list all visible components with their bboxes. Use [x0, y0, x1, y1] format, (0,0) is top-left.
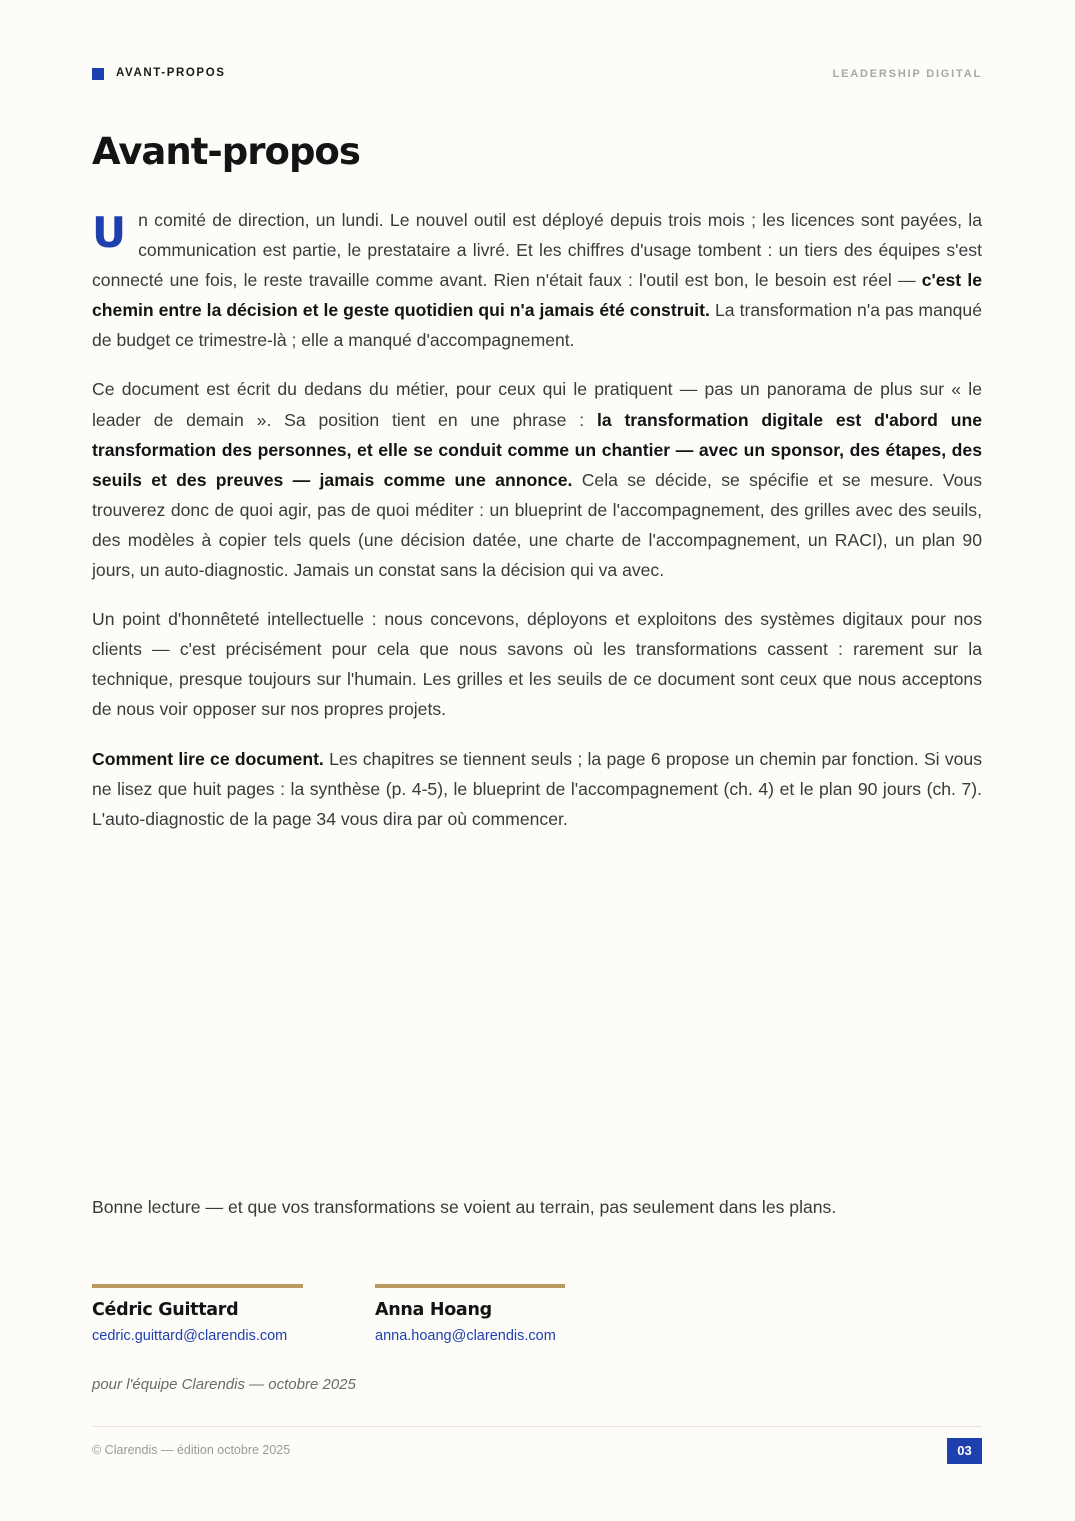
paragraph-position: [92, 374, 982, 585]
paragraph-emphasis: Comment lire ce document.: [92, 748, 324, 769]
paragraph-honesty: [92, 604, 982, 724]
paragraph-text: Ce document est écrit du dedans du métier, pour ceux qui le pratiquent — pas un panorama de plus sur « le leader de demain ». Sa position tient en une phrase :: [92, 379, 982, 430]
closing-line: Bonne lecture — et que vos transformations se voient au terrain, pas seulement dans les plans.: [92, 1197, 837, 1217]
signature-email-link[interactable]: cedric.guittard@clarendis.com: [92, 1328, 288, 1344]
paragraph-emphasis: c'est le chemin entre la décision et le geste quotidien qui n'a jamais été construit.: [92, 270, 982, 321]
signature-rule: [92, 1284, 303, 1288]
signature-rule: [375, 1284, 565, 1288]
paragraph-text: Un point d'honnêteté intellectuelle : nous concevons, déployons et exploitons des systèmes digitaux pour nos clients — c'est précisément pour cela que nous savons où les transformations cassent : rarement sur la technique, presque toujours sur l'humain. Les grilles et les seuils de ce document sont ceux que nous acceptons de nous voir opposer sur nos propres projets.: [92, 609, 982, 720]
signature-block: [375, 1284, 565, 1344]
section-label: AVANT-PROPOS: [116, 67, 226, 79]
footer-copyright: © Clarendis — édition octobre 2025: [92, 1443, 291, 1457]
signature-name: Anna Hoang: [375, 1300, 492, 1320]
team-line: pour l'équipe Clarendis — octobre 2025: [92, 1376, 356, 1393]
paragraph-emphasis: la transformation digitale est d'abord une transformation des personnes, et elle se conduit comme un chantier — avec un sponsor, des étapes, des seuils et des preuves — jamais comme une annonce.: [92, 409, 982, 490]
document-page: [92, 0, 982, 1521]
paragraph-text: La transformation n'a pas manqué de budget ce trimestre-là ; elle a manqué d'accompagnement.: [92, 300, 982, 351]
section-marker-square: [92, 68, 104, 80]
page-number-badge: 03: [947, 1438, 982, 1464]
paragraph-intro: [92, 205, 982, 355]
body-text: [92, 205, 982, 853]
signature-name: Cédric Guittard: [92, 1300, 239, 1320]
footer-divider: [92, 1426, 982, 1427]
signature-block: [92, 1284, 303, 1344]
paragraph-text: Les chapitres se tiennent seuls ; la page 6 propose un chemin par fonction. Si vous ne lisez que huit pages : la synthèse (p. 4-5), le blueprint de l'accompagnement (ch. 4) et le plan 90 jours (ch. 7). L'auto-diagnostic de la page 34 vous dira par où commencer.: [92, 748, 983, 829]
page-title: Avant-propos: [92, 130, 360, 173]
publication-label: LEADERSHIP DIGITAL: [832, 68, 982, 80]
page-header: [92, 66, 982, 82]
paragraph-how-to-read: [92, 744, 982, 834]
paragraph-text: Cela se décide, se spécifie et se mesure. Vous trouverez donc de quoi agir, pas de quoi méditer : un blueprint de l'accompagnement, des grilles avec des seuils, des modèles à copier tels quels (une décision datée, une charte de l'accompagnement, un RACI), un plan 90 jours, un auto-diagnostic. Jamais un constat sans la décision qui va avec.: [92, 469, 983, 581]
signature-email-link[interactable]: anna.hoang@clarendis.com: [375, 1328, 556, 1344]
drop-cap: U: [92, 208, 127, 257]
paragraph-text: n comité de direction, un lundi. Le nouvel outil est déployé depuis trois mois ; les licences sont payées, la communication est partie, le prestataire a livré. Et les chiffres d'usage tombent : un tiers des équipes s'est connecté une fois, le reste travaille comme avant. Rien n'était faux : l'outil est bon, le besoin est réel —: [92, 210, 982, 291]
